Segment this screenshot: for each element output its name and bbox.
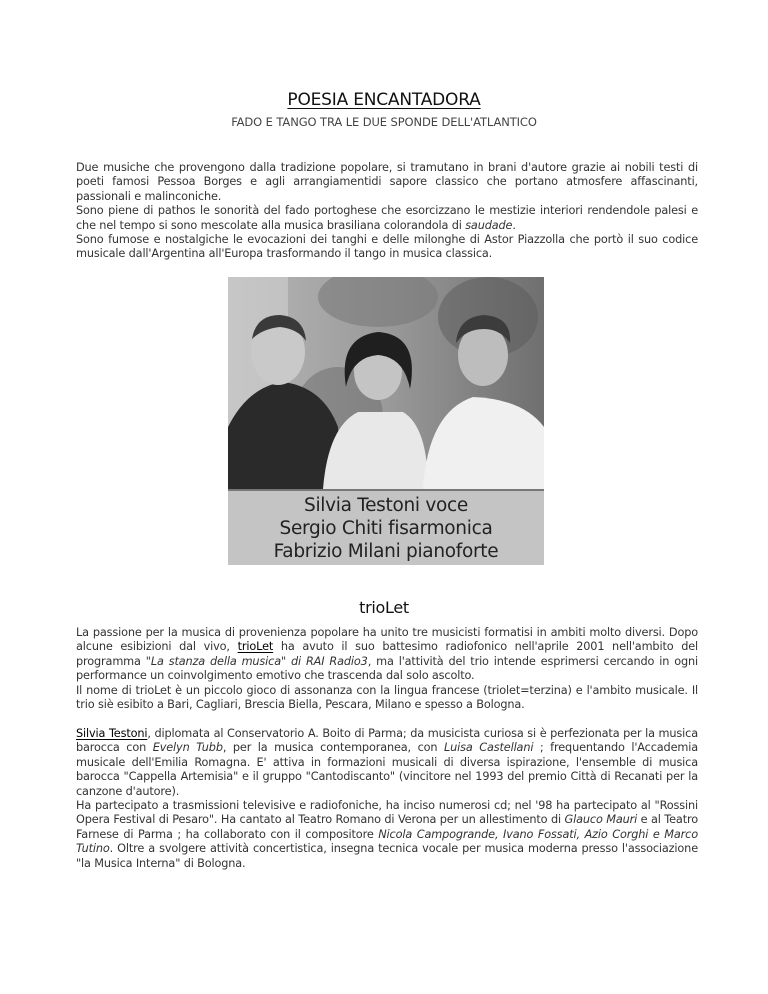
silvia-italic-1: Evelyn Tubb — [152, 741, 223, 755]
trio-paragraph-1 — [76, 626, 698, 684]
section-title: trioLet — [359, 598, 409, 617]
intro-p2-text: Sono piene di pathos le sonorità del fado portoghese che esorcizzano le mestizie interiori rendendole palesi e che nel tempo si sono mescolate alla musica brasiliana colorandola di — [76, 204, 698, 232]
silvia-text-a: , diplomata al Conservatorio A. Boito di Parma; da musicista curiosa si è perfezionata per la musica barocca con — [76, 727, 698, 755]
silvia-paragraph-1 — [76, 727, 698, 799]
silvia-text-c: ; frequentando l'Accademia musicale dell'Emilia Romagna. E' attiva in formazioni musicali di diversa ispirazione, l'ensemble di musica barocca "Cappella Artemisia" e il gruppo "Cantodiscanto" (vincitore nel 1993 del premio Città di Recanati per la canzone d'autore). — [76, 741, 698, 798]
intro-text — [76, 161, 698, 262]
intro-paragraph-1: Due musiche che provengono dalla tradizione popolare, si tramutano in brani d'autore grazie ai nobili testi di poeti famosi Pessoa Borges e agli arrangiamentidi sapore classico che portano atmosfere affascinanti, passionali e malinconiche. — [76, 161, 698, 203]
silvia-text-f: . Oltre a svolgere attività concertistica, insegna tecnica vocale per musica moderna presso l'associazione "la Musica Interna" di Bologna. — [76, 842, 698, 870]
silvia-paragraph-2 — [76, 799, 698, 871]
page-subtitle: FADO E TANGO TRA LE DUE SPONDE DELL'ATLANTICO — [231, 115, 537, 129]
silvia-text-d: Ha partecipato a trasmissioni televisive e radiofoniche, ha inciso numerosi cd; nel '98 ha partecipato al "Rossini Opera Festival di Pesaro". Ha cantato al Teatro Romano di Verona per un allestimento di — [76, 799, 698, 827]
trio-photo-image — [228, 277, 544, 489]
trio-program-name: "La stanza della musica" di RAI Radio3 — [145, 654, 368, 668]
trio-paragraph-2: Il nome di trioLet è un piccolo gioco di assonanza con la lingua francese (triolet=terzina) e l'ambito musicale. Il trio siè esibito a Bari, Cagliari, Brescia Biella, Pescara, Milano e spesso a Bologna. — [76, 683, 698, 712]
silvia-text-e: e al Teatro Farnese di Parma ; ha collaborato con il compositore — [76, 813, 698, 841]
trio-name-highlight: trioLet — [237, 640, 274, 654]
intro-paragraph-3: Sono fumose e nostalgiche le evocazioni dei tanghi e delle milonghe di Astor Piazzolla che portò il suo codice musicale dall'Argentina all'Europa trasformando il tango in musica classica. — [76, 233, 698, 261]
silvia-bio — [76, 727, 698, 871]
photo-caption — [228, 489, 544, 565]
caption-line-3: Fabrizio Milani pianoforte — [273, 540, 499, 562]
trio-photo — [228, 277, 544, 489]
intro-paragraph-2 — [76, 204, 698, 233]
trio-p1-text-3: , ma l'attività del trio intende esprimersi cercando in ogni performance un coinvolgimento emotivo che trascenda dal solo ascolto. — [76, 654, 698, 683]
caption-line-1: Silvia Testoni voce — [304, 494, 468, 516]
silvia-name-highlight: Silvia Testoni — [76, 727, 148, 740]
silvia-italic-3: Glauco Mauri — [564, 813, 638, 827]
trio-p1-text: La passione per la musica di provenienza popolare ha unito tre musicisti formatisi in ambiti molto diversi. Dopo alcune esibizioni dal vivo, — [76, 626, 698, 654]
caption-line-2: Sergio Chiti fisarmonica — [279, 517, 493, 539]
silvia-text-b: , per la musica contemporanea, con — [222, 741, 445, 755]
intro-p2-end: . — [512, 218, 516, 232]
trio-text — [76, 626, 698, 712]
silvia-italic-2: Luisa Castellani — [444, 741, 534, 755]
trio-p1-text-2: ha avuto il suo battesimo radiofonico nell'aprile 2001 nell'ambito del programma — [76, 640, 699, 668]
intro-p2-italic: saudade — [465, 218, 513, 232]
silvia-italic-4: Nicola Campogrande, Ivano Fossati, Azio Corghi e Marco Tutino — [76, 827, 698, 856]
page-title: POESIA ENCANTADORA — [287, 90, 481, 110]
